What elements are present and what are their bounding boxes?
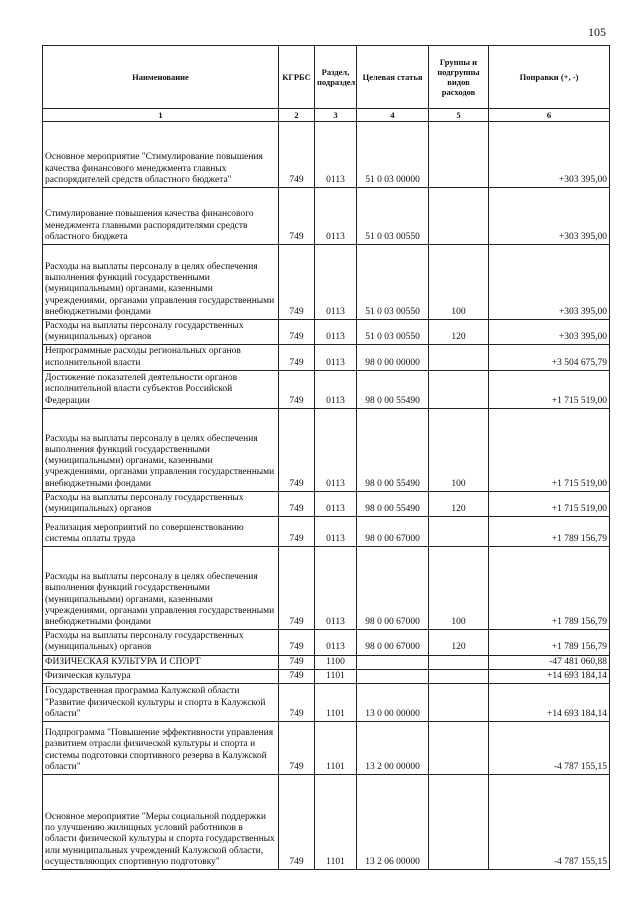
- table-row: [43, 491, 610, 516]
- row-section: 0113: [315, 245, 357, 320]
- row-amount: +1 789 156,79: [489, 630, 610, 655]
- row-amount: +1 715 519,00: [489, 408, 610, 491]
- table-row: [43, 547, 610, 630]
- row-section: 1100: [315, 655, 357, 669]
- row-section: 0113: [315, 408, 357, 491]
- row-kgrbs: 749: [279, 188, 315, 245]
- row-group: [429, 669, 489, 683]
- row-name: Подпрограмма "Повышение эффективности управления развитием отрасли физической культуры и спорта и системы подготовки спортивного резерва в Калужской области": [43, 722, 279, 775]
- table-row: [43, 188, 610, 245]
- row-name: Реализация мероприятий по совершенствованию системы оплаты труда: [43, 517, 279, 547]
- row-group: [429, 188, 489, 245]
- row-name: Физическая культура: [43, 669, 279, 683]
- row-name: Государственная программа Калужской области "Развитие физической культуры и спорта в Калужской области": [43, 684, 279, 722]
- column-number: 3: [315, 109, 357, 122]
- row-amount: +1 715 519,00: [489, 370, 610, 408]
- row-section: 0113: [315, 630, 357, 655]
- row-group: 100: [429, 547, 489, 630]
- column-number: 5: [429, 109, 489, 122]
- row-section: 0113: [315, 491, 357, 516]
- table-row: [43, 630, 610, 655]
- table-row: [43, 655, 610, 669]
- table-row: [43, 320, 610, 345]
- row-name: Основное мероприятие "Меры социальной поддержки по улучшению жилищных условий работников в области физической культуры и спорта государственных или муниципальных учреждений Калужской области, осуществляющих спортивную подготовку": [43, 775, 279, 870]
- row-name: Достижение показателей деятельности органов исполнительной власти субъектов Российской Федерации: [43, 370, 279, 408]
- row-group: 100: [429, 245, 489, 320]
- row-name: ФИЗИЧЕСКАЯ КУЛЬТУРА И СПОРТ: [43, 655, 279, 669]
- table-row: [43, 245, 610, 320]
- row-target: [357, 655, 429, 669]
- row-amount: -47 481 060,88: [489, 655, 610, 669]
- row-kgrbs: 749: [279, 684, 315, 722]
- row-kgrbs: 749: [279, 408, 315, 491]
- row-target: 51 0 03 00550: [357, 320, 429, 345]
- row-target: 98 0 00 67000: [357, 517, 429, 547]
- row-group: 120: [429, 320, 489, 345]
- row-kgrbs: 749: [279, 122, 315, 188]
- row-group: [429, 345, 489, 370]
- row-target: 51 0 03 00550: [357, 245, 429, 320]
- row-target: [357, 669, 429, 683]
- row-section: 0113: [315, 517, 357, 547]
- row-section: 0113: [315, 345, 357, 370]
- row-group: [429, 775, 489, 870]
- row-group: 120: [429, 491, 489, 516]
- table-row: [43, 408, 610, 491]
- header-section: Раздел, подраздел: [315, 46, 357, 109]
- budget-table: [42, 45, 610, 870]
- row-section: 0113: [315, 188, 357, 245]
- column-number: 1: [43, 109, 279, 122]
- row-group: [429, 122, 489, 188]
- row-kgrbs: 749: [279, 775, 315, 870]
- row-kgrbs: 749: [279, 669, 315, 683]
- row-target: 98 0 00 67000: [357, 547, 429, 630]
- row-section: 1101: [315, 722, 357, 775]
- row-kgrbs: 749: [279, 345, 315, 370]
- row-amount: +3 504 675,79: [489, 345, 610, 370]
- table-row: [43, 669, 610, 683]
- row-name: Расходы на выплаты персоналу в целях обеспечения выполнения функций государственными (муниципальными) органами, казенными учреждениями, органами управления государственными внебюджетными фондами: [43, 245, 279, 320]
- table-body: [43, 122, 610, 870]
- row-amount: +1 715 519,00: [489, 491, 610, 516]
- row-section: 1101: [315, 775, 357, 870]
- row-kgrbs: 749: [279, 630, 315, 655]
- page-number: 105: [588, 25, 606, 39]
- row-group: [429, 370, 489, 408]
- row-group: [429, 684, 489, 722]
- row-target: 98 0 00 00000: [357, 345, 429, 370]
- row-amount: +1 789 156,79: [489, 547, 610, 630]
- row-amount: -4 787 155,15: [489, 775, 610, 870]
- row-amount: -4 787 155,15: [489, 722, 610, 775]
- table-row: [43, 684, 610, 722]
- row-target: 98 0 00 55490: [357, 491, 429, 516]
- row-target: 51 0 03 00000: [357, 122, 429, 188]
- row-name: Расходы на выплаты персоналу в целях обеспечения выполнения функций государственными (муниципальными) органами, казенными учреждениями, органами управления государственными внебюджетными фондами: [43, 547, 279, 630]
- row-target: 98 0 00 55490: [357, 370, 429, 408]
- header-amendments: Поправки (+, -): [489, 46, 610, 109]
- row-target: 98 0 00 67000: [357, 630, 429, 655]
- row-name: Расходы на выплаты персоналу государственных (муниципальных) органов: [43, 320, 279, 345]
- row-section: 0113: [315, 547, 357, 630]
- row-amount: +303 395,00: [489, 122, 610, 188]
- header-target: Целевая статья: [357, 46, 429, 109]
- column-number: 4: [357, 109, 429, 122]
- header-kgrbs: КГРБС: [279, 46, 315, 109]
- row-section: 0113: [315, 122, 357, 188]
- row-kgrbs: 749: [279, 370, 315, 408]
- header-groups: Группы и подгруппы видов расходов: [429, 46, 489, 109]
- row-group: [429, 655, 489, 669]
- row-section: 0113: [315, 320, 357, 345]
- row-amount: +1 789 156,79: [489, 517, 610, 547]
- row-kgrbs: 749: [279, 722, 315, 775]
- column-number-row: [43, 109, 610, 122]
- row-group: 120: [429, 630, 489, 655]
- row-amount: +303 395,00: [489, 320, 610, 345]
- row-group: 100: [429, 408, 489, 491]
- row-group: [429, 722, 489, 775]
- row-kgrbs: 749: [279, 655, 315, 669]
- row-name: Основное мероприятие "Стимулирование повышения качества финансового менеджмента главных распорядителей средств областного бюджета": [43, 122, 279, 188]
- row-amount: +303 395,00: [489, 188, 610, 245]
- row-target: 51 0 03 00550: [357, 188, 429, 245]
- row-group: [429, 517, 489, 547]
- row-section: 1101: [315, 684, 357, 722]
- table-row: [43, 370, 610, 408]
- table-row: [43, 722, 610, 775]
- row-name: Расходы на выплаты персоналу государственных (муниципальных) органов: [43, 491, 279, 516]
- row-name: Расходы на выплаты персоналу государственных (муниципальных) органов: [43, 630, 279, 655]
- row-amount: +303 395,00: [489, 245, 610, 320]
- row-target: 13 2 00 00000: [357, 722, 429, 775]
- row-name: Расходы на выплаты персоналу в целях обеспечения выполнения функций государственными (муниципальными) органами, казенными учреждениями, органами управления государственными внебюджетными фондами: [43, 408, 279, 491]
- table-row: [43, 122, 610, 188]
- header-name: Наименование: [43, 46, 279, 109]
- column-number: 2: [279, 109, 315, 122]
- row-section: 1101: [315, 669, 357, 683]
- row-name: Стимулирование повышения качества финансового менеджмента главными распорядителями средств областного бюджета: [43, 188, 279, 245]
- row-kgrbs: 749: [279, 491, 315, 516]
- row-kgrbs: 749: [279, 517, 315, 547]
- column-number: 6: [489, 109, 610, 122]
- table-row: [43, 517, 610, 547]
- row-target: 13 0 00 00000: [357, 684, 429, 722]
- row-section: 0113: [315, 370, 357, 408]
- row-kgrbs: 749: [279, 320, 315, 345]
- row-target: 13 2 06 00000: [357, 775, 429, 870]
- row-amount: +14 693 184,14: [489, 669, 610, 683]
- row-target: 98 0 00 55490: [357, 408, 429, 491]
- table-row: [43, 775, 610, 870]
- row-kgrbs: 749: [279, 547, 315, 630]
- row-amount: +14 693 184,14: [489, 684, 610, 722]
- table-row: [43, 345, 610, 370]
- row-name: Непрограммные расходы региональных органов исполнительной власти: [43, 345, 279, 370]
- row-kgrbs: 749: [279, 245, 315, 320]
- header-row: [43, 46, 610, 109]
